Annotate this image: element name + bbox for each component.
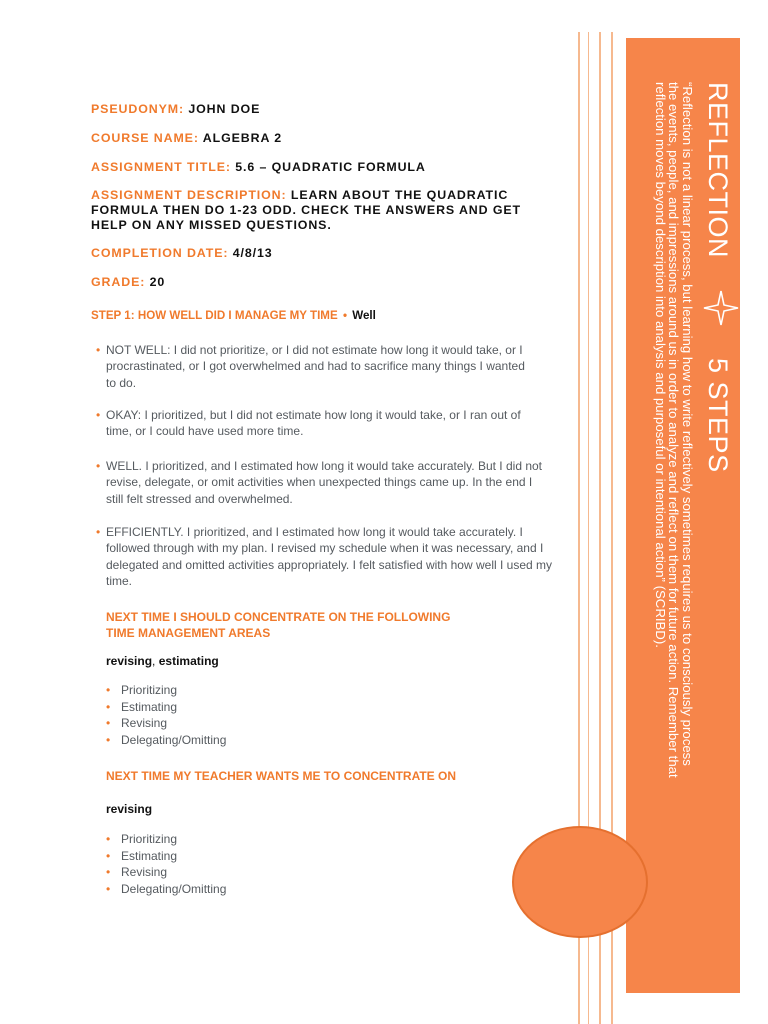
field-label: ASSIGNMENT DESCRIPTION: <box>91 188 287 202</box>
field-course-name <box>91 131 531 146</box>
field-value: LEARN ABOUT THE QUADRATIC FORMULA THEN DO 1-23 ODD. CHECK THE ANSWERS AND GET HELP ON ANY MISSED QUESTIONS. <box>91 188 522 232</box>
field-label: GRADE: <box>91 275 146 289</box>
step1-bullet: • <box>342 309 347 322</box>
field-label: COMPLETION DATE: <box>91 246 229 260</box>
area-text: Delegating/Omitting <box>121 733 227 748</box>
band-title-left: REFLECTION <box>703 82 734 259</box>
field-value: 4/8/13 <box>232 246 273 260</box>
step1-label: STEP 1: HOW WELL DID I MANAGE MY TIME <box>91 309 338 322</box>
bullet-marker: • <box>106 699 111 714</box>
area-text: Prioritizing <box>121 683 178 697</box>
list-item <box>106 831 226 848</box>
area-text: Delegating/Omitting <box>121 882 227 897</box>
bullet-marker: • <box>106 865 111 880</box>
list-item <box>96 342 526 391</box>
heading-line: TIME MANAGEMENT AREAS <box>106 625 271 640</box>
time-options-list <box>96 524 552 589</box>
field-value: 5.6 – QUADRATIC FORMULA <box>235 160 426 174</box>
list-item <box>96 524 552 589</box>
area-text: Estimating <box>121 848 178 863</box>
field-assignment-title <box>91 160 531 175</box>
bullet-marker: • <box>96 408 101 422</box>
next-time-self-heading <box>106 610 450 641</box>
field-value: ALGEBRA 2 <box>202 131 283 145</box>
bullet-marker: • <box>106 832 111 846</box>
bullet-marker: • <box>106 683 111 697</box>
field-label: ASSIGNMENT TITLE: <box>91 160 231 174</box>
band-title <box>698 82 738 473</box>
option-text: OKAY: I prioritized, but I did not estimate how long it would take, or I ran out of time, or I could have used more time. <box>106 408 521 439</box>
area-text: Revising <box>121 865 168 880</box>
self-areas-list <box>106 682 226 749</box>
answer-separator: , <box>152 654 156 668</box>
area-text: Estimating <box>121 699 178 714</box>
step1-line <box>91 309 376 322</box>
next-time-teacher-answer: revising <box>106 802 153 816</box>
area-text: Revising <box>121 716 168 731</box>
list-item <box>106 864 226 881</box>
option-text: WELL. I prioritized, and I estimated how long it would take accurately. But I did not revise, delegate, or omit activities when unexpected things came up. In the end I still felt stressed and overwhelmed. <box>106 459 543 506</box>
field-value: 20 <box>149 275 166 289</box>
option-text: EFFICIENTLY. I prioritized, and I estimated how long it would take accurately. I followed through with my plan. I revised my schedule when it was necessary, and I delegated and omitted activities appropriately. I felt satisfied with how well I used my time. <box>106 525 553 588</box>
answer-item: estimating <box>158 654 219 668</box>
list-item <box>106 848 226 865</box>
bullet-marker: • <box>106 848 111 863</box>
sidebar-band-content <box>626 38 740 993</box>
field-assignment-description <box>91 188 541 233</box>
list-item <box>106 715 226 732</box>
band-title-right: 5 STEPS <box>703 358 734 473</box>
field-completion-date <box>91 246 531 261</box>
heading-line: NEXT TIME I SHOULD CONCENTRATE ON THE FOLLOWING <box>106 610 451 624</box>
list-item <box>106 881 226 898</box>
bullet-marker: • <box>106 882 111 897</box>
list-item <box>96 407 536 440</box>
bullet-marker: • <box>106 716 111 731</box>
bullet-marker: • <box>96 459 101 473</box>
field-value: JOHN DOE <box>188 102 261 116</box>
next-time-self-answer <box>106 654 219 668</box>
field-grade <box>91 275 531 290</box>
answer-item: revising <box>106 654 153 668</box>
list-item <box>106 682 226 699</box>
list-item <box>106 732 226 749</box>
time-options-list <box>96 458 546 507</box>
option-text: NOT WELL: I did not prioritize, or I did not estimate how long it would take, or I procrastinated, or I got overwhelmed and had to sacrifice many things I wanted to do. <box>106 343 525 390</box>
band-quote: “Reflection is not a linear process, but learning how to write reflectively sometimes requires us to consciously process the events, people, and impressions around us in order to analyze and reflect on them for future action. Remember that reflection moves beyond description into analysis and purposeful or intentional action” (SCRIBD). <box>653 82 695 778</box>
list-item <box>106 699 226 716</box>
field-label: PSEUDONYM: <box>91 102 184 116</box>
bullet-marker: • <box>96 525 101 539</box>
four-point-star-icon <box>697 290 740 326</box>
area-text: Prioritizing <box>121 832 178 846</box>
sidebar-band <box>626 38 740 993</box>
field-label: COURSE NAME: <box>91 131 199 145</box>
bullet-marker: • <box>106 733 111 748</box>
step1-value: Well <box>352 309 376 322</box>
bullet-marker: • <box>96 343 101 357</box>
decor-circle <box>512 826 648 938</box>
time-options-list <box>96 407 536 440</box>
teacher-areas-list <box>106 831 226 898</box>
field-pseudonym <box>91 102 531 117</box>
list-item <box>96 458 546 507</box>
time-options-list <box>96 342 526 391</box>
next-time-teacher-heading: NEXT TIME MY TEACHER WANTS ME TO CONCENTRATE ON <box>106 769 457 783</box>
